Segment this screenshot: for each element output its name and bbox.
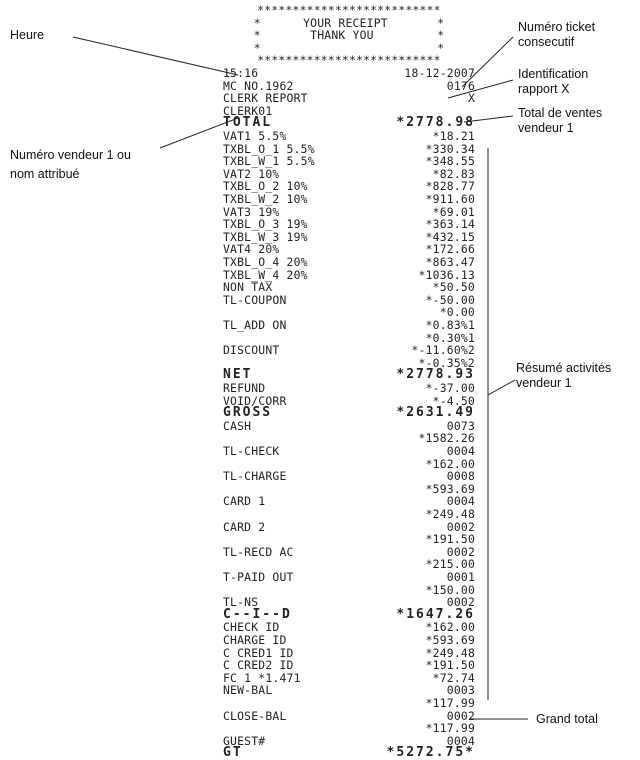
receipt-line-value: *0.83%1: [425, 318, 475, 332]
receipt-line-value: *1036.13: [418, 267, 475, 282]
receipt-line-label: T-PAID OUT: [223, 570, 294, 584]
receipt-line-value: *2631.49: [396, 405, 475, 421]
receipt-line-value: 0073: [446, 418, 475, 433]
label-grand-total: Grand total: [536, 712, 598, 726]
receipt-line-value: *-4.50: [432, 393, 475, 408]
receipt-line-value: *-37.00: [425, 381, 475, 395]
receipt-line-value: 0004: [446, 733, 475, 748]
receipt-line-value: *50.50: [432, 280, 475, 295]
receipt-line-value: 0002: [446, 708, 475, 723]
receipt-header-line: **************************: [257, 53, 441, 68]
receipt-line-label: TXBL_W_1 5.5%: [223, 154, 315, 169]
receipt-header-line: * YOUR RECEIPT *: [253, 15, 445, 30]
receipt-line-value: *117.99: [425, 696, 475, 710]
receipt-line-label: C CRED2 ID: [223, 658, 294, 673]
leader-resume: [488, 380, 515, 395]
receipt-header-line: * *: [253, 40, 445, 55]
receipt-line-value: *162.00: [425, 456, 475, 471]
receipt-line-value: 0001: [446, 570, 475, 584]
receipt-line-label: GUEST#: [223, 733, 266, 748]
receipt-line-value: *-11.60%2: [411, 343, 475, 358]
receipt-line-value: 0003: [446, 683, 475, 698]
receipt-line: [223, 746, 475, 760]
receipt-line-value: *2778.93: [396, 367, 475, 383]
receipt-line-label: TXBL_W_3 19%: [223, 229, 308, 244]
receipt-line-label: CLOSE-BAL: [223, 708, 287, 723]
receipt-line-value: *348.55: [425, 154, 475, 169]
receipt-line-value: *593.69: [425, 633, 475, 647]
receipt-line-value: 0002: [446, 544, 475, 559]
receipt-line-label: GROSS: [223, 405, 273, 421]
receipt-line-label: TXBL_O_2 10%: [223, 179, 308, 194]
receipt-line-value: *0.00: [439, 305, 475, 320]
receipt-line-value: *432.15: [425, 229, 475, 244]
receipt-line-label: REFUND: [223, 381, 266, 395]
receipt-line-label: TL-RECD AC: [223, 544, 294, 559]
receipt-line-value: *150.00: [425, 582, 475, 597]
receipt-header-line: * THANK YOU *: [253, 28, 445, 43]
receipt-line-value: *1582.26: [418, 431, 475, 446]
receipt-line-label: TL-COUPON: [223, 292, 287, 307]
receipt-line-value: *72.74: [432, 670, 475, 685]
receipt-line-value: *191.50: [425, 658, 475, 673]
label-numero-vendeur-line1: Numéro vendeur 1 ou: [10, 148, 131, 162]
receipt-line-label: CASH: [223, 418, 252, 433]
receipt-line-value: 0002: [446, 595, 475, 610]
receipt-line-value: 18-12-2007: [404, 66, 475, 80]
receipt-line-value: *215.00: [425, 557, 475, 572]
receipt-line-value: *1647.26: [396, 606, 475, 622]
receipt-line-value: *249.48: [425, 507, 475, 521]
receipt-line-label: VAT4 20%: [223, 242, 280, 257]
receipt-line-label: TXBL_O_4 20%: [223, 255, 308, 269]
label-numero-vendeur: [10, 148, 131, 182]
label-identification-line2: rapport X: [518, 82, 570, 96]
label-total-ventes-line1: Total de ventes: [518, 106, 603, 120]
label-resume-line2: vendeur 1: [516, 376, 572, 390]
receipt-line-value: *69.01: [432, 204, 475, 219]
receipt-line-label: CLERK REPORT: [223, 91, 308, 106]
receipt-line-label: VOID/CORR: [223, 393, 287, 408]
receipt-line-value: *-0.35%2: [418, 355, 475, 370]
receipt-line-value: *172.66: [425, 242, 475, 257]
receipt-line-value: *191.50: [425, 532, 475, 547]
receipt-line-label: CARD 2: [223, 519, 266, 534]
receipt-line-label: TL-NS: [223, 595, 259, 610]
receipt-header-line: **************************: [257, 3, 441, 17]
label-resume-line1: Résumé activités: [516, 361, 612, 375]
receipt-line-label: TL_ADD ON: [223, 318, 287, 332]
receipt-line-label: TXBL_O_3 19%: [223, 217, 308, 232]
receipt-line-value: *593.69: [425, 481, 475, 496]
receipt-line-value: *330.34: [425, 141, 475, 156]
receipt-line-value: *0.30%1: [425, 330, 475, 345]
receipt-line-value: 0004: [446, 444, 475, 458]
receipt-line-label: NEW-BAL: [223, 683, 273, 698]
receipt-line-label: TL-CHARGE: [223, 469, 287, 484]
leader-heure: [73, 37, 238, 75]
receipt-line-label: NET: [223, 367, 253, 383]
label-identification-line1: Identification: [518, 67, 589, 81]
receipt-line-label: TXBL_O_1 5.5%: [223, 141, 315, 156]
receipt-line-label: TOTAL: [223, 115, 273, 131]
receipt-line-value: *82.83: [432, 166, 475, 181]
receipt-line-value: *117.99: [425, 721, 475, 736]
receipt-line-label: CHECK ID: [223, 620, 280, 635]
receipt-line-label: VAT2 10%: [223, 166, 280, 181]
label-total-ventes-line2: vendeur 1: [518, 121, 574, 135]
receipt-line-value: 0008: [446, 469, 475, 484]
receipt-line-label: CHARGE ID: [223, 633, 287, 647]
label-heure: Heure: [10, 28, 45, 42]
receipt-line-label: C--I--D: [223, 606, 292, 622]
receipt-line-label: NON TAX: [223, 280, 273, 295]
receipt-line-label: GT: [223, 745, 243, 760]
label-resume: [516, 361, 611, 391]
receipt-line-label: TL-CHECK: [223, 444, 280, 458]
receipt-line-value: 0002: [446, 519, 475, 534]
receipt-line-label: MC NO.1962: [223, 78, 294, 93]
receipt-line-value: *828.77: [425, 179, 475, 194]
receipt-line-value: *162.00: [425, 620, 475, 635]
receipt-line-value: *5272.75*: [386, 745, 475, 760]
receipt-line-label: CARD 1: [223, 494, 266, 509]
receipt-line-value: *363.14: [425, 217, 475, 232]
receipt-line-label: FC 1 *1.471: [223, 670, 301, 685]
receipt-line-value: *249.48: [425, 645, 475, 660]
receipt-line-value: *2778.98: [396, 115, 475, 131]
receipt-line-label: DISCOUNT: [223, 343, 280, 358]
receipt-line-label: VAT3 19%: [223, 204, 280, 219]
label-total-ventes: [518, 106, 602, 136]
receipt-line-value: 0176: [446, 78, 475, 93]
receipt-line-label: VAT1 5.5%: [223, 129, 287, 143]
label-identification: [518, 67, 588, 97]
label-numero-ticket: [518, 20, 595, 50]
receipt-line-value: 0004: [446, 494, 475, 509]
receipt-line-label: CLERK01: [223, 103, 273, 118]
receipt-line-value: *911.60: [425, 192, 475, 206]
label-numero-ticket-line2: consecutif: [518, 35, 575, 49]
receipt-line-label: 15:16: [223, 66, 259, 80]
receipt-line-label: TXBL_W_4 20%: [223, 267, 308, 282]
receipt-line-value: *863.47: [425, 255, 475, 269]
receipt-line-label: C CRED1 ID: [223, 645, 294, 660]
receipt-line-label: TXBL_W_2 10%: [223, 192, 308, 206]
receipt-line-value: X: [467, 91, 475, 106]
receipt-line-value: *-50.00: [425, 292, 475, 307]
receipt-line-value: *18.21: [432, 129, 475, 143]
label-numero-ticket-line1: Numéro ticket: [518, 20, 596, 34]
label-numero-vendeur-line2: nom attribué: [10, 167, 80, 181]
